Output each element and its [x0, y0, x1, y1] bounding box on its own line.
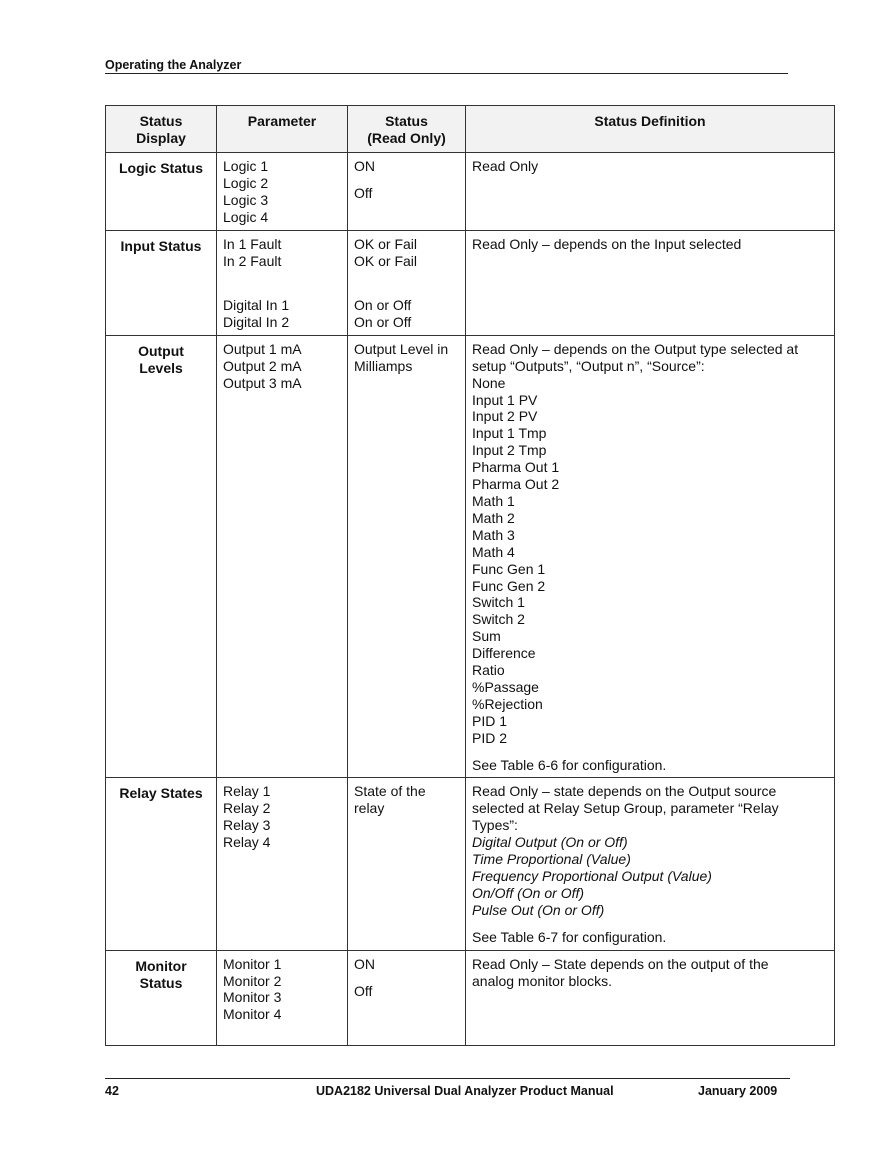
- list-item: %Rejection: [472, 695, 543, 712]
- list-item: Input 1 Tmp: [472, 425, 547, 442]
- list-item: Sum: [472, 628, 501, 645]
- list-item: Switch 1: [472, 594, 525, 611]
- list-item: Math 4: [472, 543, 515, 560]
- list-item: Switch 2: [472, 611, 525, 628]
- footer-date: January 2009: [698, 1084, 778, 1098]
- row-parameters: In 1 Fault In 2 Fault Digital In 1 Digital In 2: [217, 230, 348, 335]
- list-item: Math 3: [472, 526, 515, 543]
- row-parameters: Logic 1 Logic 2 Logic 3 Logic 4: [217, 152, 348, 230]
- list-item: Pharma Out 2: [472, 476, 560, 493]
- footer-page-number: 42: [105, 1084, 119, 1098]
- list-item: Input 2 Tmp: [472, 442, 547, 459]
- list-item: Pharma Out 1: [472, 459, 560, 476]
- table-row: [106, 950, 835, 1045]
- row-status: OK or Fail OK or Fail On or Off On or Off: [348, 230, 466, 335]
- table-header-row: [106, 106, 835, 153]
- row-display: Monitor Status: [106, 950, 217, 1045]
- list-item: PID 2: [472, 729, 508, 746]
- row-status: Output Level in Milliamps: [348, 335, 466, 778]
- row-display: Relay States: [106, 778, 217, 950]
- row-status: State of the relay: [348, 778, 466, 950]
- row-parameters: Relay 1 Relay 2 Relay 3 Relay 4: [217, 778, 348, 950]
- list-item: Ratio: [472, 662, 505, 679]
- list-item: Func Gen 1: [472, 560, 546, 577]
- table-row: [106, 230, 835, 335]
- row-definition: Read Only – state depends on the Output source selected at Relay Setup Group, parameter “Relay Types”: Digital Output (On or Off) Time Proportional (Value) Frequency Proportional Output (Value) On/Off (On or Off) Pulse Out (On or Off) See Table 6-7 for configuration.: [466, 778, 835, 950]
- list-item: Pulse Out (On or Off): [472, 901, 605, 918]
- footer-rule: [105, 1078, 790, 1079]
- list-item: Digital Output (On or Off): [472, 834, 628, 851]
- page-header: Operating the Analyzer: [105, 58, 788, 74]
- table-row: [106, 335, 835, 778]
- row-definition: Read Only – depends on the Input selected: [466, 230, 835, 335]
- table-row: [106, 778, 835, 950]
- list-item: Math 2: [472, 509, 515, 526]
- list-item: None: [472, 374, 506, 391]
- list-item: %Passage: [472, 678, 539, 695]
- list-item: PID 1: [472, 712, 508, 729]
- row-display: Input Status: [106, 230, 217, 335]
- list-item: Func Gen 2: [472, 577, 546, 594]
- row-display: Output Levels: [106, 335, 217, 778]
- row-display: Logic Status: [106, 152, 217, 230]
- list-item: Input 2 PV: [472, 408, 538, 425]
- config-note: See Table 6-6 for configuration.: [472, 756, 667, 773]
- col-header-parameter: Parameter: [217, 106, 348, 153]
- list-item: Frequency Proportional Output (Value): [472, 868, 712, 884]
- status-table: [105, 105, 835, 1046]
- row-definition: Read Only – State depends on the output of the analog monitor blocks.: [466, 950, 835, 1045]
- row-definition: Read Only: [466, 152, 835, 230]
- row-status: ON Off: [348, 950, 466, 1045]
- footer-manual-title: UDA2182 Universal Dual Analyzer Product Manual: [316, 1084, 614, 1098]
- row-status: ON Off: [348, 152, 466, 230]
- list-item: Time Proportional (Value): [472, 851, 631, 868]
- col-header-status-definition: Status Definition: [466, 106, 835, 153]
- row-definition: Read Only – depends on the Output type selected at setup “Outputs”, “Output n”, “Source”: None Input 1 PV Input 2 PV Input 1 Tmp Input 2 Tmp Pharma Out 1 Pharma Out 2 Math 1 Math 2 Math 3 Math 4 Func Gen 1 Func Gen 2 Switch 1 Switch 2 Sum Difference Ratio %Passage %Rejection PID 1 PID 2 See Table 6-6 for configuration.: [466, 335, 835, 778]
- col-header-status-display: Status Display: [106, 106, 217, 153]
- table-row: [106, 152, 835, 230]
- list-item: Input 1 PV: [472, 391, 538, 408]
- list-item: Difference: [472, 645, 536, 662]
- list-item: Math 1: [472, 492, 515, 509]
- config-note: See Table 6-7 for configuration.: [472, 928, 667, 945]
- col-header-status-read-only: Status (Read Only): [348, 106, 466, 153]
- row-parameters: Monitor 1 Monitor 2 Monitor 3 Monitor 4: [217, 950, 348, 1045]
- row-parameters: Output 1 mA Output 2 mA Output 3 mA: [217, 335, 348, 778]
- list-item: On/Off (On or Off): [472, 884, 585, 901]
